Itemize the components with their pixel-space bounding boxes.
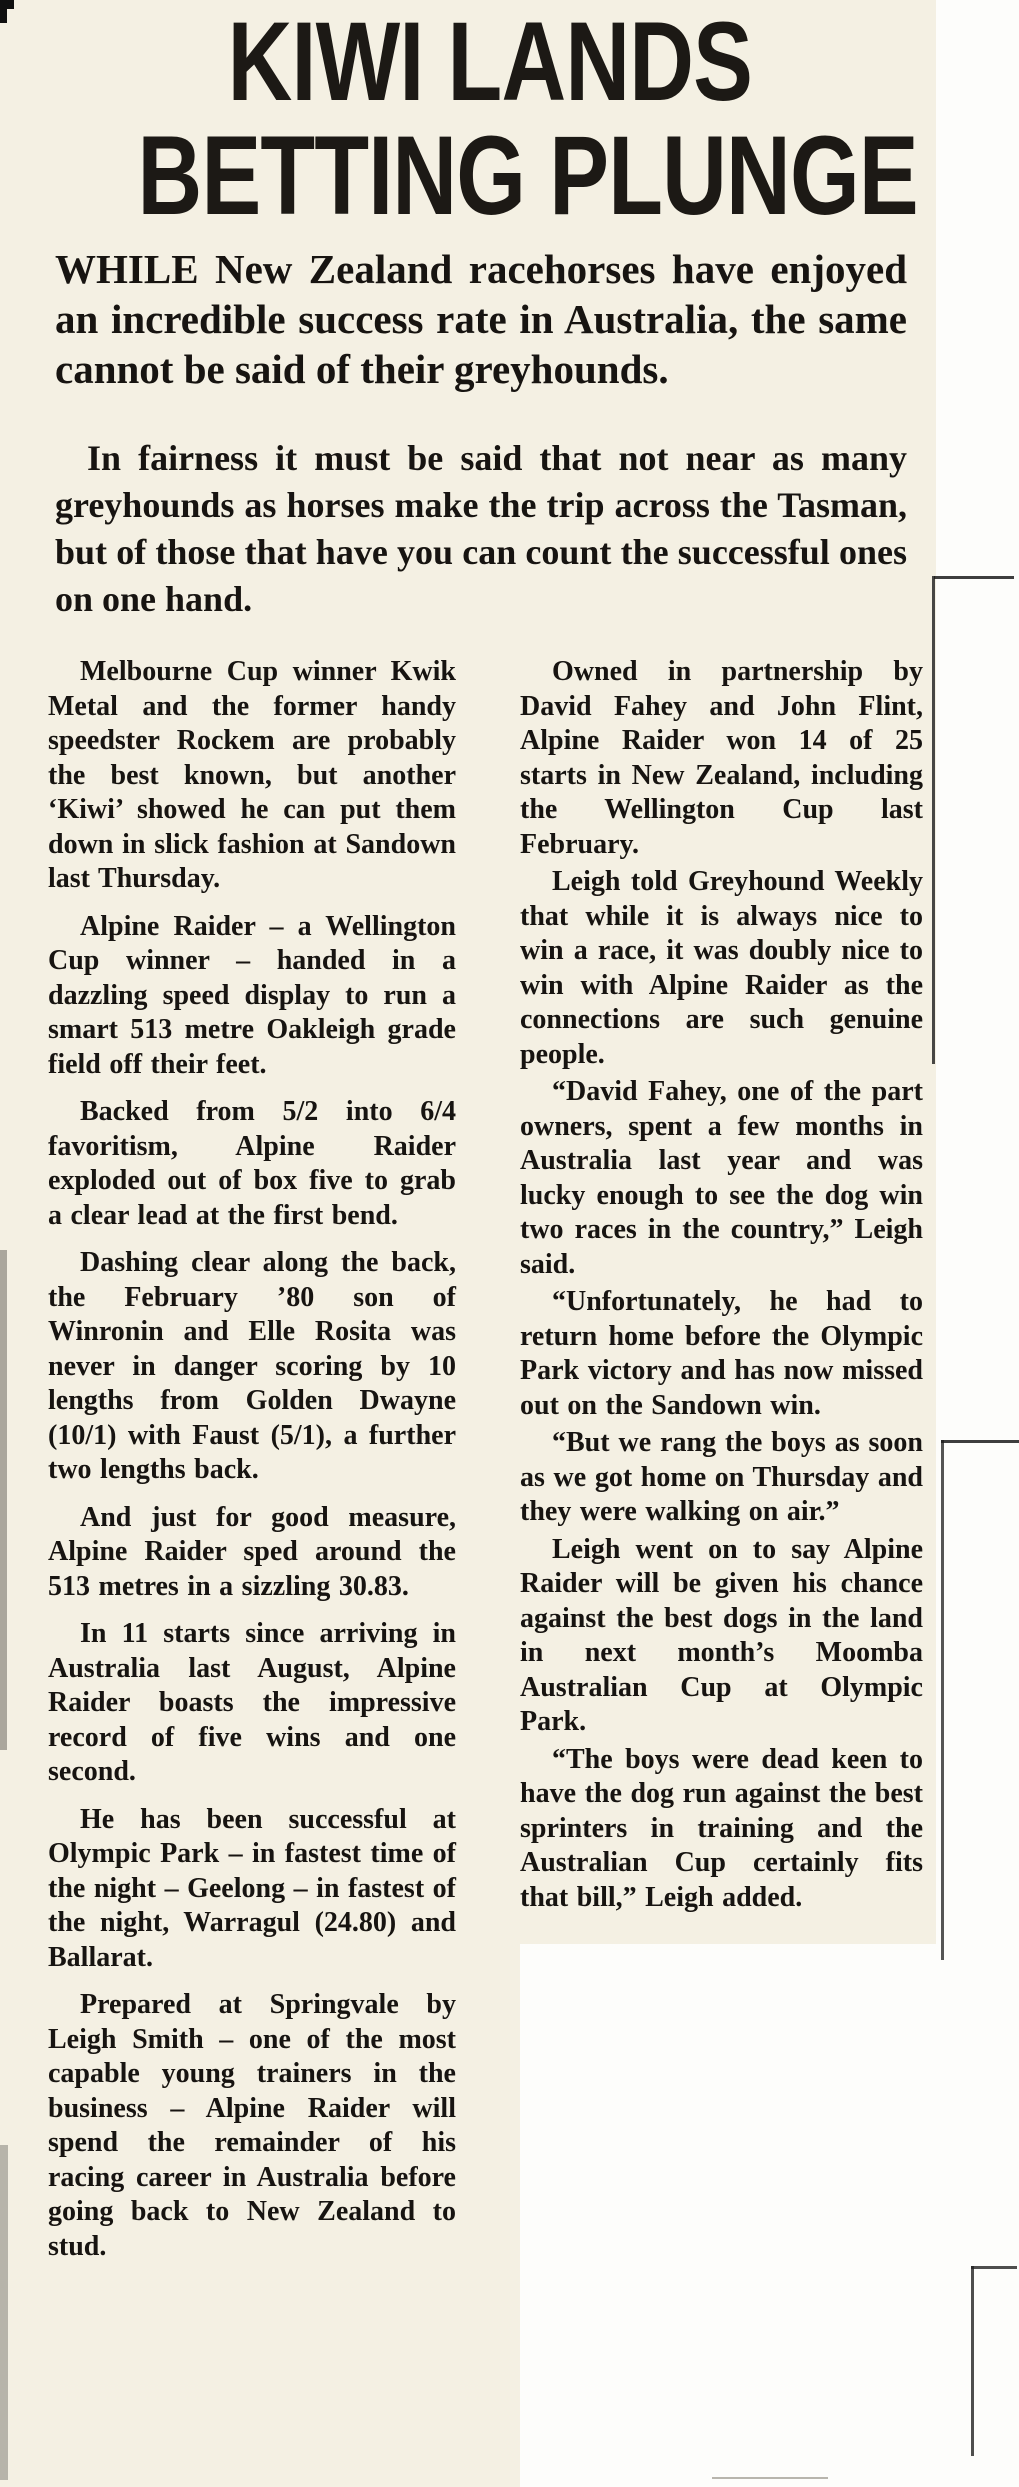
scan-smudge [0, 2145, 8, 2480]
scan-corner-mark [0, 0, 7, 23]
article-paragraph: Melbourne Cup winner Kwik Metal and the former handy speedster Rockem are probably the best known, but another ‘Kiwi’ showed he can put them down in slick fashion at Sandown last Thursday. [48, 656, 456, 894]
clipping-edge-line [934, 576, 1014, 579]
clipping-edge-line [941, 1440, 1019, 1443]
clipping-left-column-paper [0, 645, 520, 2487]
article-paragraph: Owned in partnership by David Fahey and John Flint, Alpine Raider won 14 of 25 starts in New Zealand, including the Wellington Cup last February. [520, 656, 923, 860]
article-headline [40, 0, 940, 238]
article-paragraph: Prepared at Springvale by Leigh Smith – one of the most capable young trainers in the business – Alpine Raider will spend the remainder of his racing career in Australia before going back to New Zealand to stud. [48, 1989, 456, 2262]
clipping-edge-line [932, 576, 935, 1064]
clipping-edge-line [941, 1440, 944, 1960]
article-paragraph: “Unfortunately, he had to return home before the Olympic Park victory and has now missed out on the Sandown win. [520, 1286, 923, 1421]
article-paragraph: “The boys were dead keen to have the dog run against the best sprinters in training and the Australian Cup certainly fits that bill,” Leigh added. [520, 1743, 923, 1913]
scan-shadow-line [712, 2477, 828, 2479]
article-paragraph: Backed from 5/2 into 6/4 favoritism, Alpine Raider exploded out of box five to grab a clear lead at the first bend. [48, 1096, 456, 1231]
lead-paragraph: WHILE New Zealand racehorses have enjoyed an incredible success rate in Australia, the same cannot be said of their greyhounds. [55, 246, 907, 392]
intro-paragraph: In fairness it must be said that not near as many greyhounds as horses make the trip across the Tasman, but of those that have you can count the successful ones on one hand. [55, 438, 907, 619]
article-paragraph: “But we rang the boys as soon as we got home on Thursday and they were walking on air.” [520, 1427, 923, 1527]
left-column [48, 655, 456, 2264]
headline-line-2: BETTING PLUNGE [137, 113, 918, 238]
article-paragraph: Leigh went on to say Alpine Raider will be given his chance against the best dogs in the land in next month’s Moomba Australian Cup at Olympic Park. [520, 1533, 923, 1737]
headline-line-1: KIWI LANDS [227, 0, 753, 124]
article-paragraph: “David Fahey, one of the part owners, spent a few months in Australia last year and was lucky enough to see the dog win two races in the country,” Leigh said. [520, 1076, 923, 1280]
clipping-right-column-paper [515, 645, 936, 1944]
article-paragraph: And just for good measure, Alpine Raider sped around the 513 metres in a sizzling 30.83. [48, 1501, 456, 1602]
clipping-edge-line [971, 2266, 974, 2456]
article-paragraph: In 11 starts since arriving in Australia last August, Alpine Raider boasts the impressive record of five wins and one second. [48, 1618, 456, 1787]
article-paragraph: Dashing clear along the back, the February ’80 son of Winronin and Elle Rosita was never in danger scoring by 10 lengths from Golden Dwayne (10/1) with Faust (5/1), a further two lengths back. [48, 1247, 456, 1485]
right-column [520, 655, 923, 1915]
article-paragraph: Leigh told Greyhound Weekly that while it is always nice to win a race, it was doubly nice to win with Alpine Raider as the connections are such genuine people. [520, 866, 923, 1070]
article-paragraph: Alpine Raider – a Wellington Cup winner – handed in a dazzling speed display to run a smart 513 metre Oakleigh grade field off their feet. [48, 910, 456, 1080]
scan-smudge [0, 1250, 7, 1750]
clipping-edge-line [971, 2266, 1017, 2269]
article-paragraph: He has been successful at Olympic Park – in fastest time of the night – Geelong – in fastest of the night, Warragul (24.80) and Ballarat. [48, 1803, 456, 1973]
